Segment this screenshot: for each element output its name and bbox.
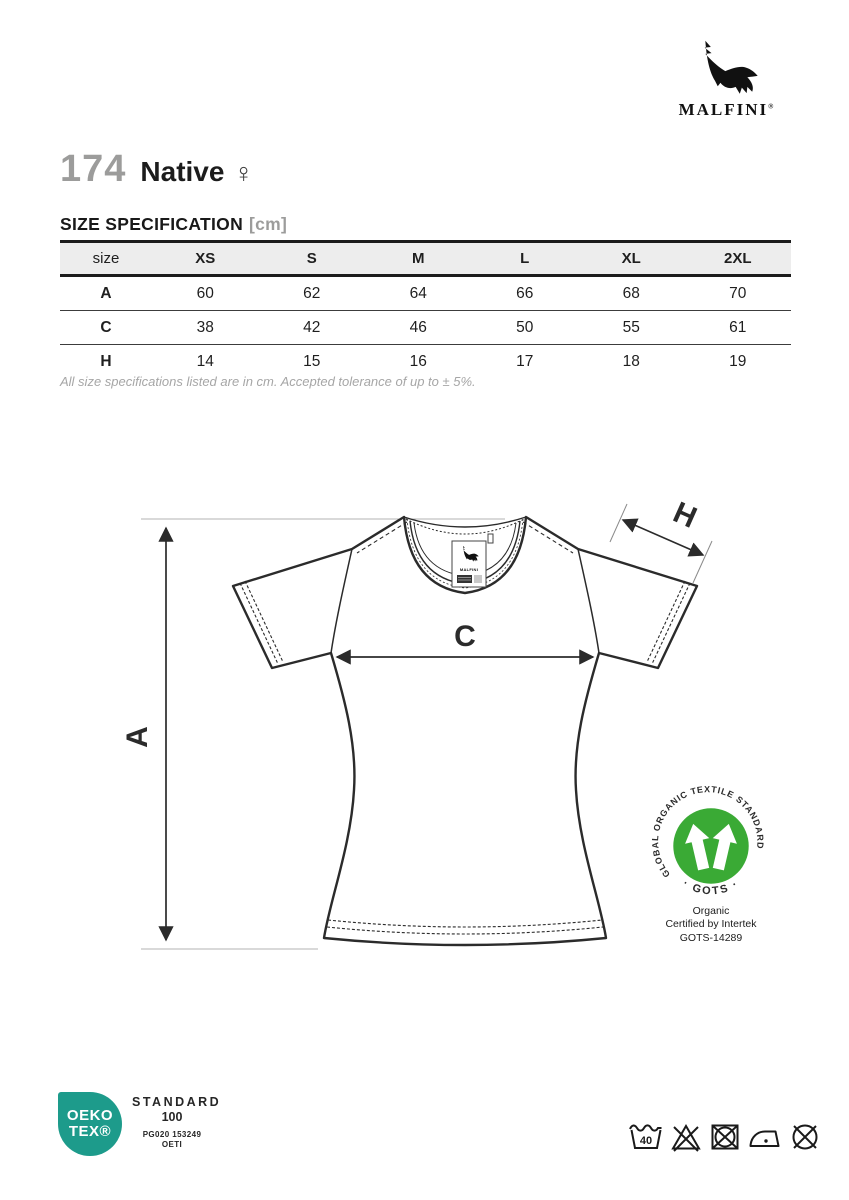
table-cell: 60 [196,284,214,302]
gots-caption-line: Certified by Intertek [665,918,757,931]
female-symbol-icon: ♀ [233,158,254,188]
measure-c-label: C [454,620,476,653]
gots-logo [649,784,773,908]
do-not-bleach-icon [669,1120,703,1154]
style-number: 174 [60,148,127,190]
table-header-cell: XS [195,250,216,267]
iron-low-heat-icon [747,1120,783,1154]
table-cell: 17 [516,352,534,370]
gots-ring-bottom-text: · GOTS · [680,877,742,898]
table-cell: 16 [409,352,427,370]
measure-a [121,528,166,940]
oeko-tex-badge-icon [58,1092,122,1156]
registered-mark: ® [768,102,774,111]
table-header-cell: M [412,250,425,267]
table-cell: 46 [409,318,427,336]
do-not-tumble-dry-icon [708,1120,742,1154]
gots-caption-line: GOTS-14289 [679,931,743,944]
gots-green-circle [673,808,748,883]
gots-ring-text: GLOBAL ORGANIC TEXTILE STANDARD [650,784,766,880]
neck-label [452,534,493,587]
table-cell: 19 [729,352,747,370]
style-name: Native [140,156,225,187]
oeko-standard-number: 100 [161,1110,183,1124]
table-cell: 38 [196,318,214,336]
do-not-dry-clean-icon [788,1120,822,1154]
measure-h-label: H [668,495,702,535]
oeko-certificate-number: PG020 153249 [142,1130,202,1139]
neck-label-brand: MALFINI [459,567,479,572]
table-cell: 15 [303,352,321,370]
measure-h [623,496,703,555]
table-cell: 50 [516,318,534,336]
row-label: H [100,352,112,370]
table-header-cell: size [92,250,120,267]
table-cell: 42 [303,318,321,336]
oeko-institute: OETI [161,1140,183,1149]
table-header-cell: L [520,250,530,267]
table-cell: 68 [622,284,640,302]
size-spec-title-text: SIZE SPECIFICATION [60,214,244,234]
size-spec-unit: [cm] [249,214,288,234]
table-cell: 18 [622,352,640,370]
brand-name-text: MALFINI [678,100,769,119]
oeko-badge-line: TEX® [68,1123,112,1140]
row-label: C [100,318,112,336]
care-symbols [628,1120,822,1154]
table-header-cell: XL [621,250,641,267]
table-cell: 55 [622,318,640,336]
gots-caption [631,905,791,945]
gots-caption-line: Organic [692,905,730,917]
oeko-badge-line: OEKO [66,1107,114,1125]
table-cell: 62 [303,284,321,302]
table-cell: 66 [516,284,534,302]
table-cell: 61 [729,318,747,336]
wash-temperature: 40 [639,1135,653,1147]
table-header-cell: 2XL [723,250,752,267]
table-header-cell: S [306,250,317,267]
row-label: A [100,284,112,302]
oeko-standard-label: STANDARD [132,1095,222,1109]
oeko-tex-block [58,1092,222,1156]
table-cell: 70 [729,284,747,302]
wash-40-icon [628,1120,664,1154]
tolerance-footnote: All size specifications listed are in cm. Accepted tolerance of up to ± 5%. [60,374,476,389]
measure-a-label: A [121,726,154,748]
table-cell: 14 [196,352,214,370]
table-cell: 64 [409,284,427,302]
oeko-tex-text [132,1092,222,1156]
